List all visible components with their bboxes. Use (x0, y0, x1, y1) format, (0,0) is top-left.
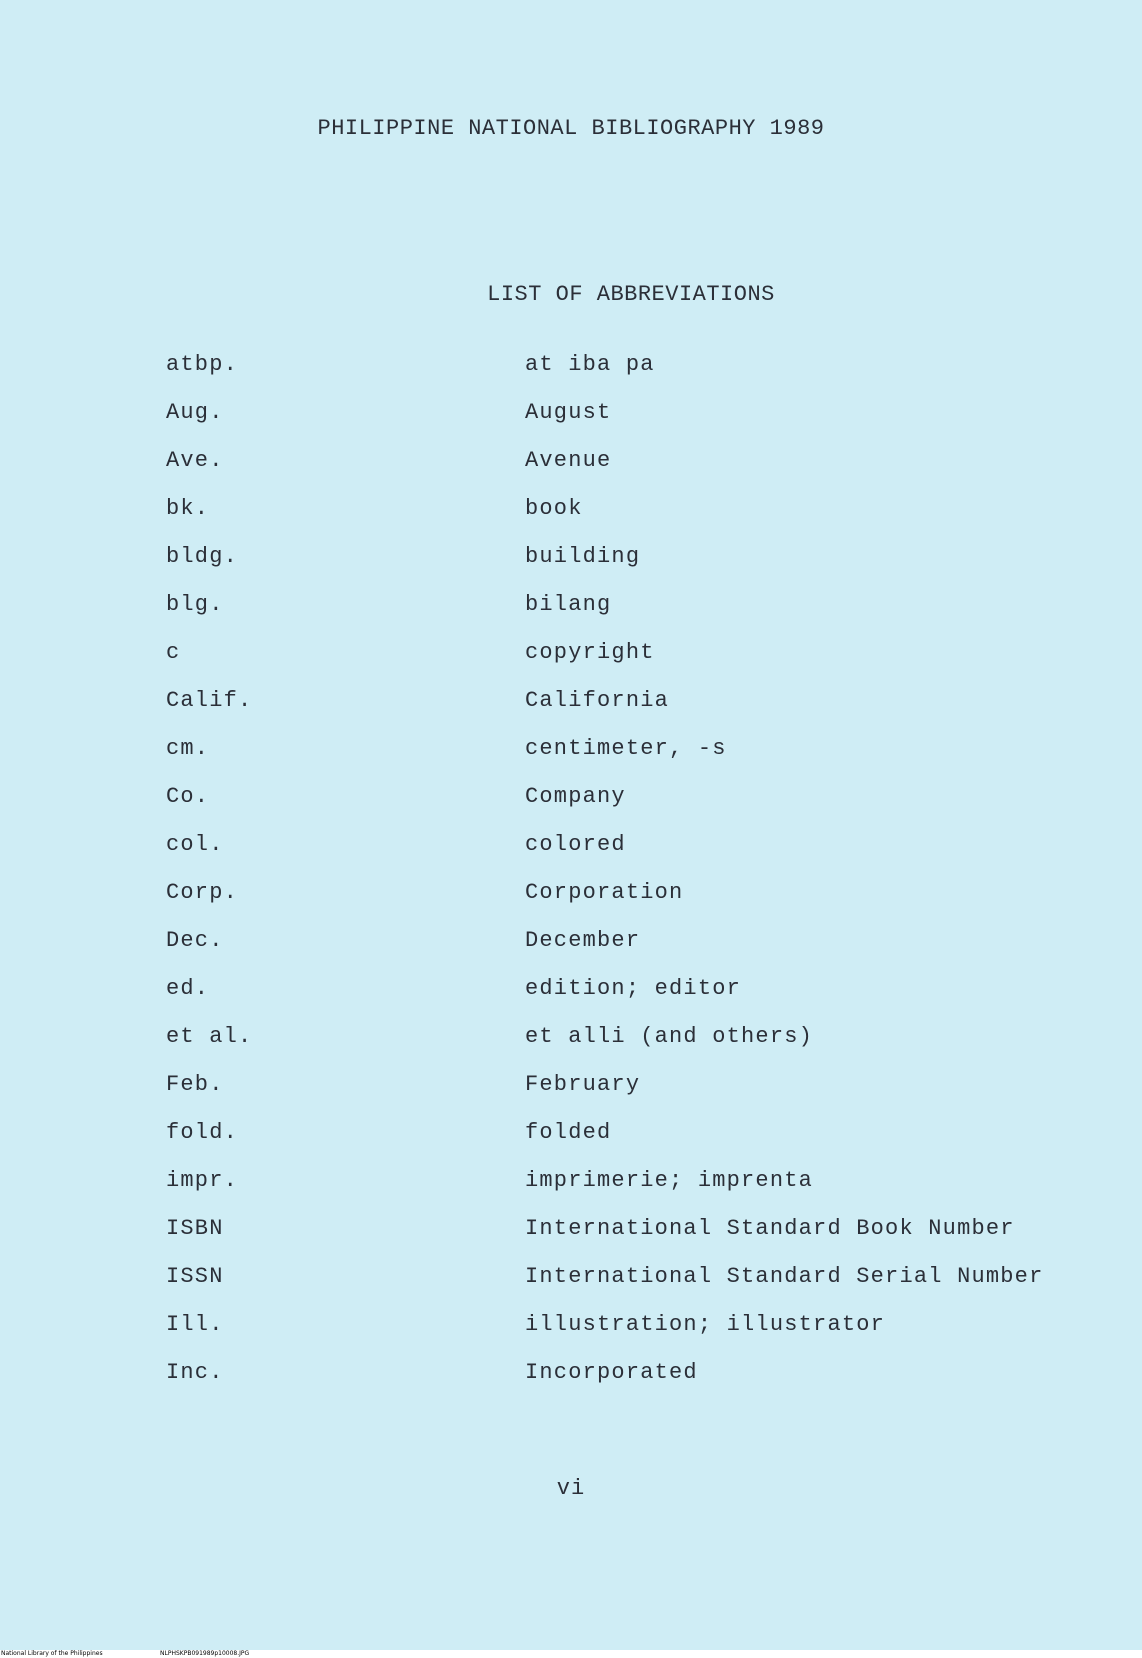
abbreviation-meaning: Corporation (525, 880, 684, 905)
abbreviation-row (0, 832, 1142, 872)
abbreviation-row (0, 1216, 1142, 1256)
abbreviation-meaning: at iba pa (525, 352, 655, 377)
abbreviation-meaning: Avenue (525, 448, 612, 473)
abbreviation-row (0, 592, 1142, 632)
abbreviation-term: Ill. (166, 1312, 224, 1337)
abbreviation-term: Calif. (166, 688, 253, 713)
abbreviation-row (0, 976, 1142, 1016)
abbreviation-meaning: Company (525, 784, 626, 809)
abbreviation-meaning: colored (525, 832, 626, 857)
abbreviation-term: Dec. (166, 928, 224, 953)
abbreviation-row (0, 1120, 1142, 1160)
abbreviation-meaning: December (525, 928, 641, 953)
abbreviation-term: fold. (166, 1120, 239, 1145)
abbreviation-meaning: et alli (and others) (525, 1024, 814, 1049)
abbreviation-term: ISSN (166, 1264, 224, 1289)
abbreviation-row (0, 1360, 1142, 1400)
abbreviation-meaning: folded (525, 1120, 612, 1145)
abbreviation-term: Co. (166, 784, 210, 809)
abbreviation-meaning: California (525, 688, 670, 713)
abbreviation-row (0, 1072, 1142, 1112)
abbreviation-row (0, 352, 1142, 392)
abbreviation-term: bldg. (166, 544, 239, 569)
abbreviation-row (0, 544, 1142, 584)
abbreviation-term: Inc. (166, 1360, 224, 1385)
abbreviation-term: bk. (166, 496, 210, 521)
abbreviation-row (0, 640, 1142, 680)
abbreviation-term: ISBN (166, 1216, 224, 1241)
abbreviation-term: col. (166, 832, 224, 857)
abbreviation-row (0, 1168, 1142, 1208)
abbreviation-term: Feb. (166, 1072, 224, 1097)
abbreviation-meaning: August (525, 400, 612, 425)
abbreviation-meaning: copyright (525, 640, 655, 665)
abbreviation-term: blg. (166, 592, 224, 617)
abbreviation-row (0, 928, 1142, 968)
abbreviation-row (0, 448, 1142, 488)
abbreviation-row (0, 688, 1142, 728)
abbreviation-meaning: building (525, 544, 641, 569)
footer-library-name: National Library of the Philippines (1, 1650, 103, 1657)
abbreviation-row (0, 736, 1142, 776)
abbreviation-meaning: illustration; illustrator (525, 1312, 886, 1337)
abbreviation-term: atbp. (166, 352, 239, 377)
footer-filename: NLPHSKPB091989p10008.JPG (160, 1650, 250, 1657)
abbreviation-meaning: book (525, 496, 583, 521)
abbreviation-meaning: International Standard Serial Number (525, 1264, 1044, 1289)
abbreviation-term: c (166, 640, 181, 665)
abbreviation-meaning: International Standard Book Number (525, 1216, 1015, 1241)
abbreviation-row (0, 880, 1142, 920)
abbreviation-meaning: Incorporated (525, 1360, 698, 1385)
abbreviation-term: Corp. (166, 880, 239, 905)
abbreviation-meaning: edition; editor (525, 976, 742, 1001)
abbreviation-row (0, 1312, 1142, 1352)
scan-footer (0, 1650, 1142, 1658)
abbreviation-term: Aug. (166, 400, 224, 425)
page-title: LIST OF ABBREVIATIONS (487, 282, 775, 307)
abbreviation-meaning: bilang (525, 592, 612, 617)
abbreviation-meaning: imprimerie; imprenta (525, 1168, 814, 1193)
abbreviation-row (0, 496, 1142, 536)
bibliography-header: PHILIPPINE NATIONAL BIBLIOGRAPHY 1989 (317, 116, 825, 141)
abbreviation-meaning: February (525, 1072, 641, 1097)
abbreviation-term: et al. (166, 1024, 253, 1049)
abbreviation-term: cm. (166, 736, 210, 761)
abbreviation-row (0, 784, 1142, 824)
abbreviation-row (0, 400, 1142, 440)
abbreviation-term: ed. (166, 976, 210, 1001)
abbreviation-term: Ave. (166, 448, 224, 473)
abbreviation-row (0, 1024, 1142, 1064)
abbreviation-meaning: centimeter, -s (525, 736, 727, 761)
abbreviation-row (0, 1264, 1142, 1304)
page-number: vi (556, 1476, 586, 1501)
abbreviation-term: impr. (166, 1168, 239, 1193)
